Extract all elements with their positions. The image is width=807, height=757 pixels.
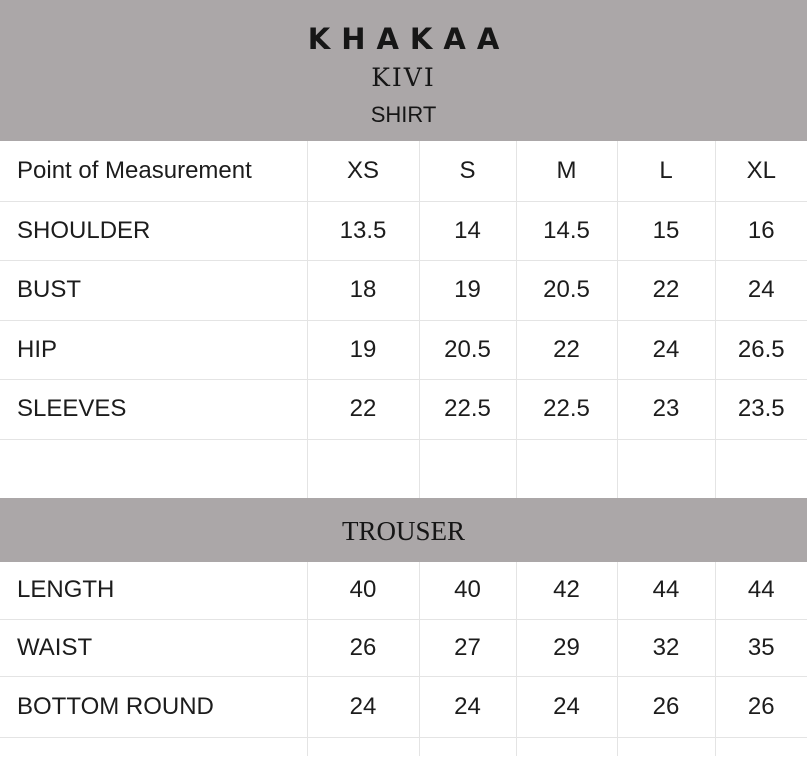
table-row-sleeves (0, 379, 807, 439)
column-header-s: S (419, 141, 516, 201)
cell-value (307, 737, 419, 756)
cell-value: 24 (715, 260, 807, 320)
cell-value: 24 (307, 676, 419, 737)
cell-value (516, 737, 617, 756)
row-label: BUST (0, 260, 307, 320)
cell-value (617, 439, 715, 498)
column-header-m: M (516, 141, 617, 201)
cell-value: 23 (617, 379, 715, 439)
table-row-waist (0, 619, 807, 676)
table-row-bust (0, 260, 807, 320)
cell-value: 22.5 (516, 379, 617, 439)
cell-value: 19 (419, 260, 516, 320)
cell-value: 24 (617, 320, 715, 379)
table-row-empty (0, 737, 807, 756)
cell-value (715, 439, 807, 498)
cell-value: 40 (419, 562, 516, 619)
collection-name: KIVI (371, 63, 436, 92)
cell-value: 18 (307, 260, 419, 320)
trouser-section-title: TROUSER (341, 516, 466, 546)
table-row-bottom-round (0, 676, 807, 737)
row-label: SLEEVES (0, 379, 307, 439)
cell-value: 22 (307, 379, 419, 439)
cell-value (516, 439, 617, 498)
cell-value: 13.5 (307, 201, 419, 260)
cell-value: 44 (715, 562, 807, 619)
row-label (0, 737, 307, 756)
cell-value (307, 439, 419, 498)
row-label: LENGTH (0, 562, 307, 619)
cell-value: 20.5 (516, 260, 617, 320)
cell-value: 26 (715, 676, 807, 737)
row-label: BOTTOM ROUND (0, 676, 307, 737)
cell-value (419, 737, 516, 756)
row-label (0, 439, 307, 498)
row-label: HIP (0, 320, 307, 379)
cell-value: 22 (516, 320, 617, 379)
row-label: WAIST (0, 619, 307, 676)
cell-value: 19 (307, 320, 419, 379)
shirt-size-table (0, 141, 807, 499)
cell-value (715, 737, 807, 756)
cell-value: 44 (617, 562, 715, 619)
cell-value: 26.5 (715, 320, 807, 379)
cell-value: 42 (516, 562, 617, 619)
shirt-section-title: SHIRT (370, 102, 437, 127)
cell-value (419, 439, 516, 498)
cell-value: 35 (715, 619, 807, 676)
row-label: SHOULDER (0, 201, 307, 260)
column-header-l: L (617, 141, 715, 201)
cell-value: 14.5 (516, 201, 617, 260)
cell-value: 16 (715, 201, 807, 260)
cell-value (617, 737, 715, 756)
cell-value: 15 (617, 201, 715, 260)
cell-value: 22 (617, 260, 715, 320)
cell-value: 20.5 (419, 320, 516, 379)
table-row-hip (0, 320, 807, 379)
cell-value: 22.5 (419, 379, 516, 439)
trouser-size-table (0, 562, 807, 756)
cell-value: 26 (307, 619, 419, 676)
cell-value: 26 (617, 676, 715, 737)
column-header-xl: XL (715, 141, 807, 201)
column-header-xs: XS (307, 141, 419, 201)
brand-logo-text: KHAKAA (307, 22, 511, 56)
cell-value: 24 (419, 676, 516, 737)
table-header-row (0, 141, 807, 201)
cell-value: 14 (419, 201, 516, 260)
cell-value: 24 (516, 676, 617, 737)
table-row-length (0, 562, 807, 619)
cell-value: 29 (516, 619, 617, 676)
column-header-point-of-measurement: Point of Measurement (0, 141, 307, 201)
cell-value: 27 (419, 619, 516, 676)
cell-value: 32 (617, 619, 715, 676)
cell-value: 23.5 (715, 379, 807, 439)
table-row-empty (0, 439, 807, 498)
cell-value: 40 (307, 562, 419, 619)
table-row-shoulder (0, 201, 807, 260)
